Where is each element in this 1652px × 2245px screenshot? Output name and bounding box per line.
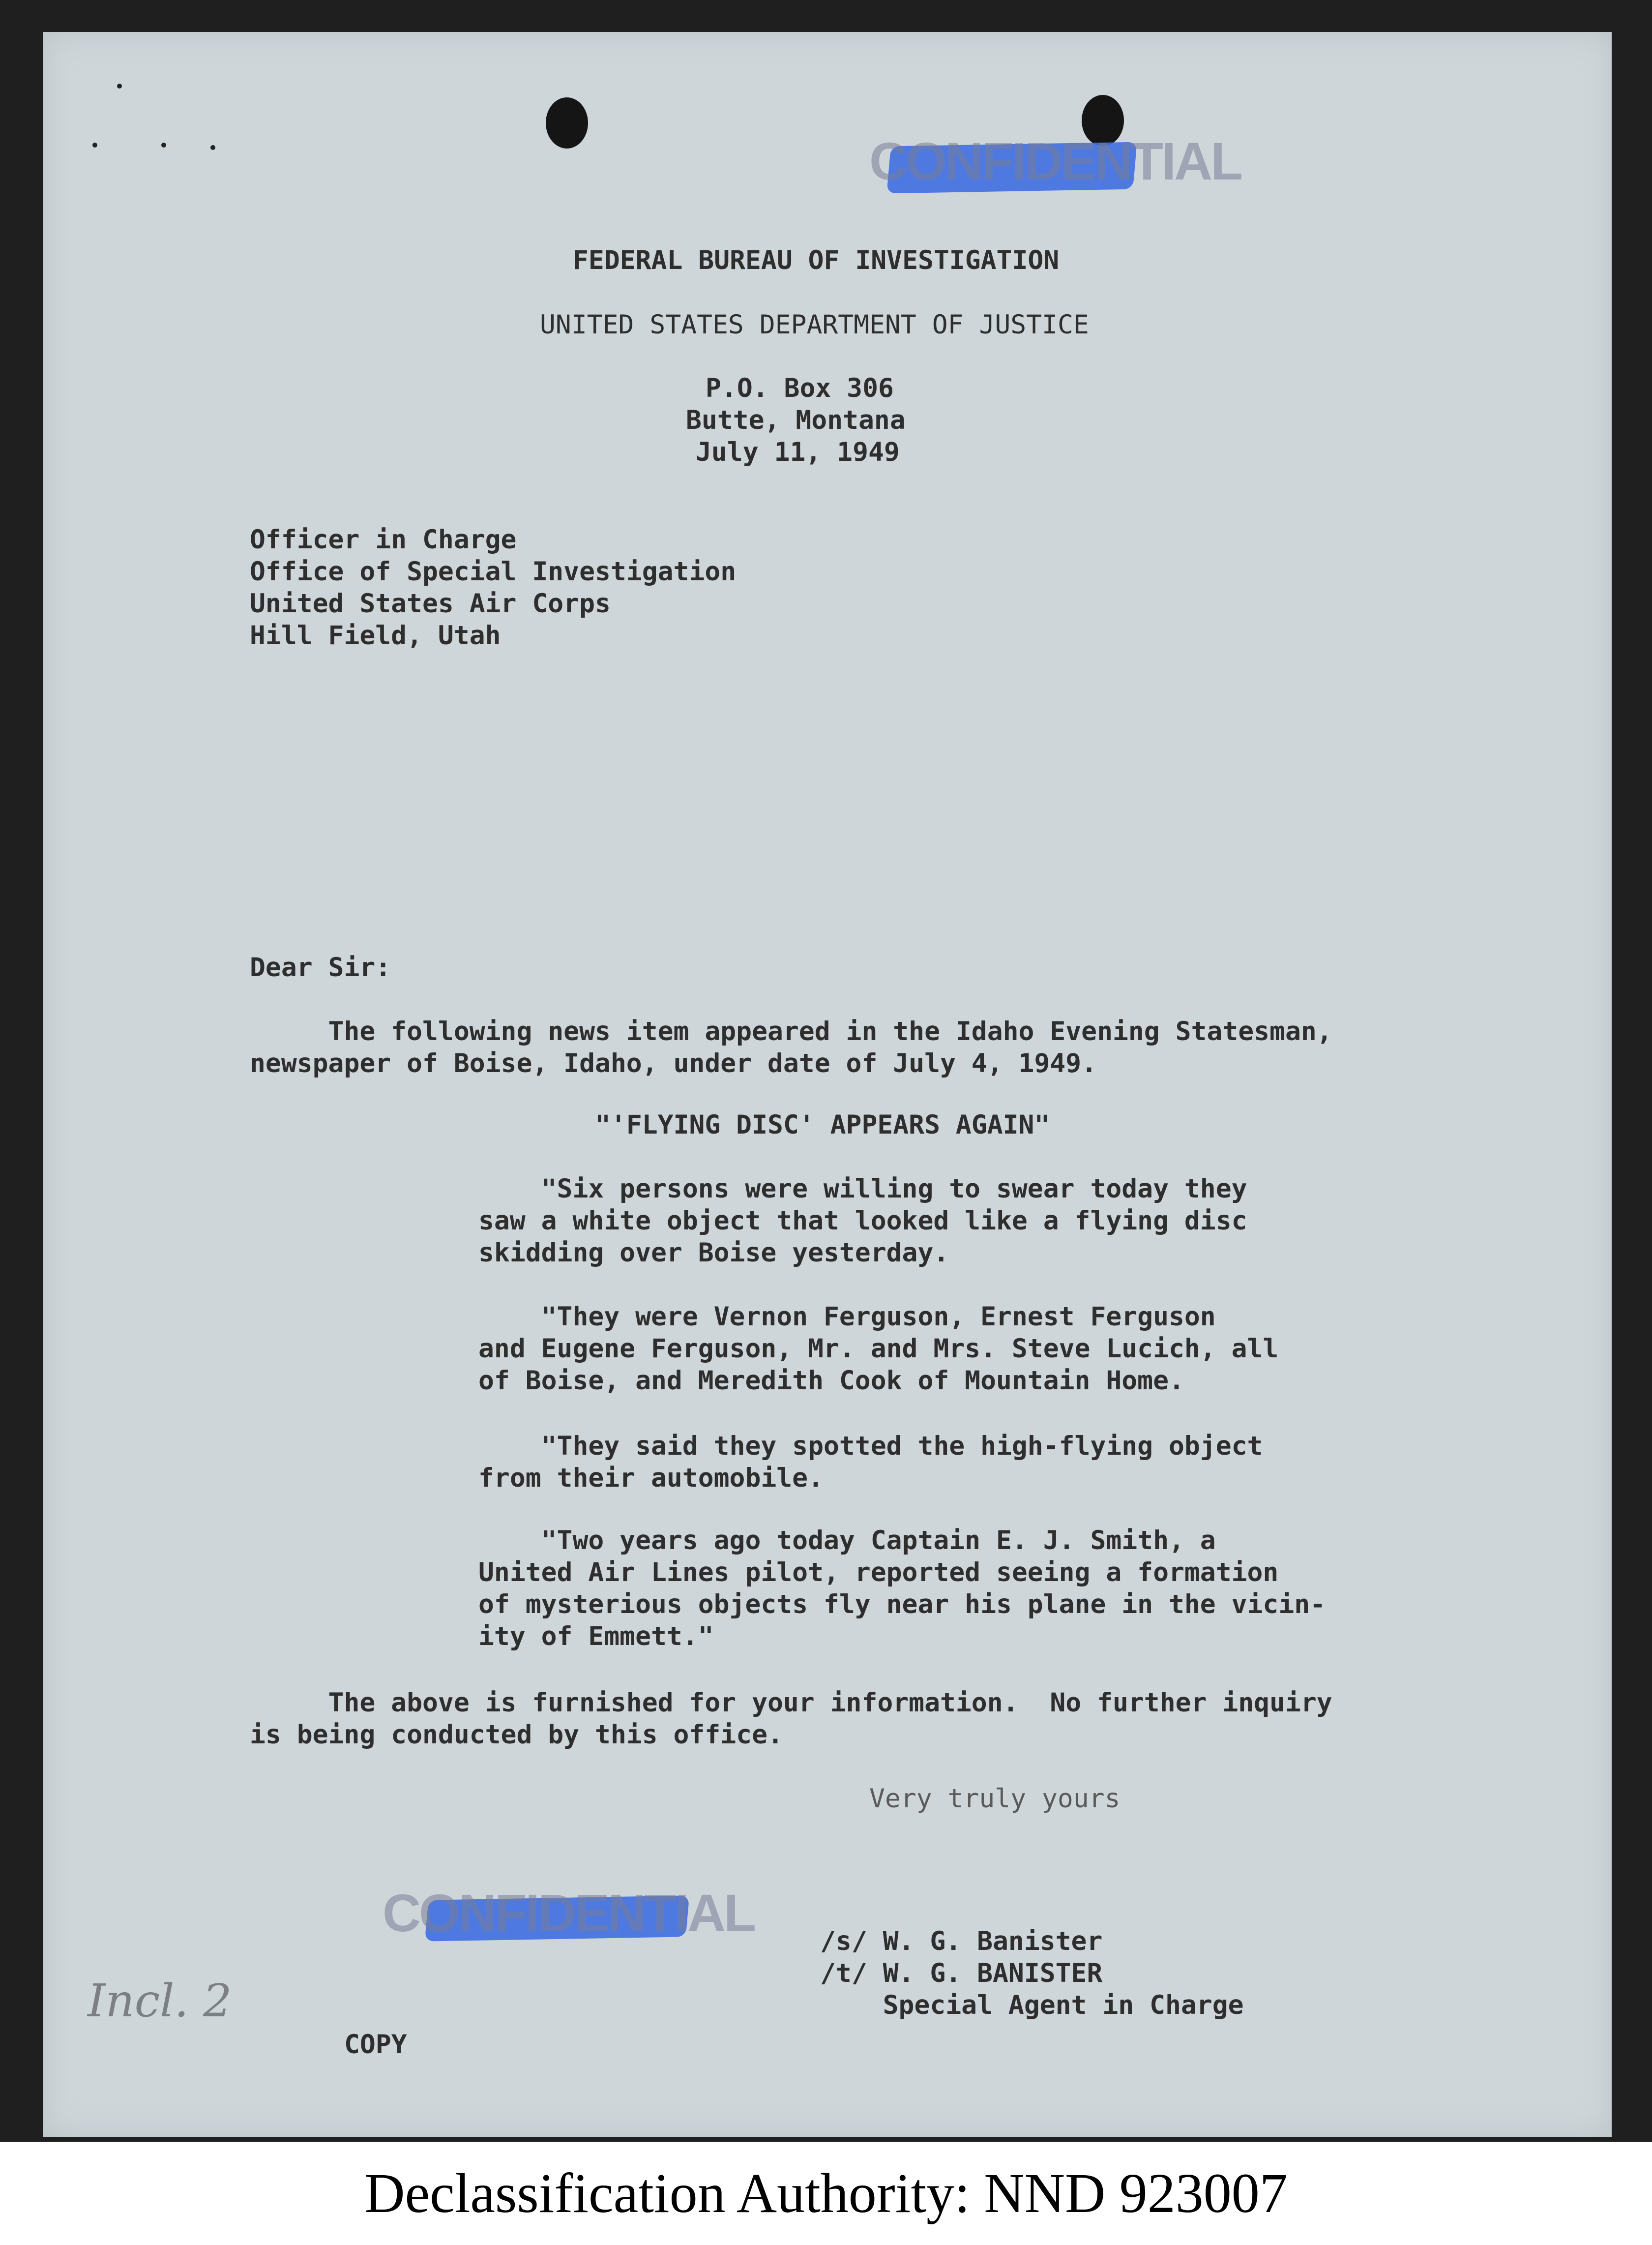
intro-line-2: newspaper of Boise, Idaho, under date of July 4, 1949.: [250, 1048, 1097, 1078]
agency-name: FEDERAL BUREAU OF INVESTIGATION: [573, 245, 1060, 275]
paper-speck: [210, 145, 215, 150]
confidential-stamp-top: [869, 130, 1241, 192]
quote-4-line-3: of mysterious objects fly near his plane in the vicin-: [478, 1589, 1326, 1619]
valediction: Very truly yours: [869, 1784, 1121, 1814]
paper-speck: [161, 143, 166, 148]
news-headline: "'FLYING DISC' APPEARS AGAIN": [595, 1110, 1050, 1140]
quote-3-line-2: from their automobile.: [478, 1463, 824, 1493]
address-line-1: P.O. Box 306: [706, 373, 894, 403]
stamp-text: CONFIDENTIAL: [383, 1883, 754, 1943]
letter-page: [43, 32, 1612, 2137]
quote-1-line-1: "Six persons were willing to swear today they: [478, 1174, 1247, 1204]
letter-date: July 11, 1949: [696, 437, 900, 467]
closing-line-1: The above is furnished for your information. No further inquiry: [250, 1688, 1332, 1718]
signature-line-3: Special Agent in Charge: [820, 1990, 1244, 2020]
closing-line-2: is being conducted by this office.: [250, 1720, 783, 1750]
recipient-line-4: Hill Field, Utah: [250, 621, 501, 651]
quote-2-line-1: "They were Vernon Ferguson, Ernest Ferguson: [478, 1302, 1216, 1332]
stamp-text: CONFIDENTIAL: [869, 131, 1241, 191]
address-line-2: Butte, Montana: [686, 405, 906, 435]
salutation: Dear Sir:: [250, 953, 391, 983]
intro-line-1: The following news item appeared in the Idaho Evening Statesman,: [250, 1017, 1332, 1047]
department-name: UNITED STATES DEPARTMENT OF JUSTICE: [540, 310, 1089, 340]
recipient-line-1: Officer in Charge: [250, 525, 517, 555]
quote-3-line-1: "They said they spotted the high-flying object: [478, 1431, 1263, 1461]
quote-2-line-3: of Boise, and Meredith Cook of Mountain Home.: [478, 1366, 1184, 1396]
quote-1-line-3: skidding over Boise yesterday.: [478, 1238, 949, 1268]
quote-4-line-2: United Air Lines pilot, reported seeing a formation: [478, 1557, 1279, 1587]
signature-line-1: /s/ W. G. Banister: [820, 1926, 1103, 1956]
declassification-footer: Declassification Authority: NND 923007: [364, 2162, 1288, 2224]
punch-hole-left: [546, 97, 588, 149]
paper-speck: [92, 143, 97, 148]
handwritten-inclosure-note: Incl. 2: [88, 1975, 232, 2027]
recipient-line-2: Office of Special Investigation: [250, 557, 737, 587]
paper-speck: [117, 84, 122, 89]
quote-1-line-2: saw a white object that looked like a flying disc: [478, 1206, 1247, 1236]
recipient-line-3: United States Air Corps: [250, 589, 611, 619]
copy-label: COPY: [344, 2030, 407, 2060]
confidential-stamp-bottom: [383, 1882, 754, 1944]
quote-4-line-1: "Two years ago today Captain E. J. Smith, a: [478, 1526, 1216, 1556]
quote-4-line-4: ity of Emmett.": [478, 1621, 714, 1651]
signature-line-2: /t/ W. G. BANISTER: [820, 1958, 1103, 1988]
quote-2-line-2: and Eugene Ferguson, Mr. and Mrs. Steve Lucich, all: [478, 1334, 1279, 1364]
